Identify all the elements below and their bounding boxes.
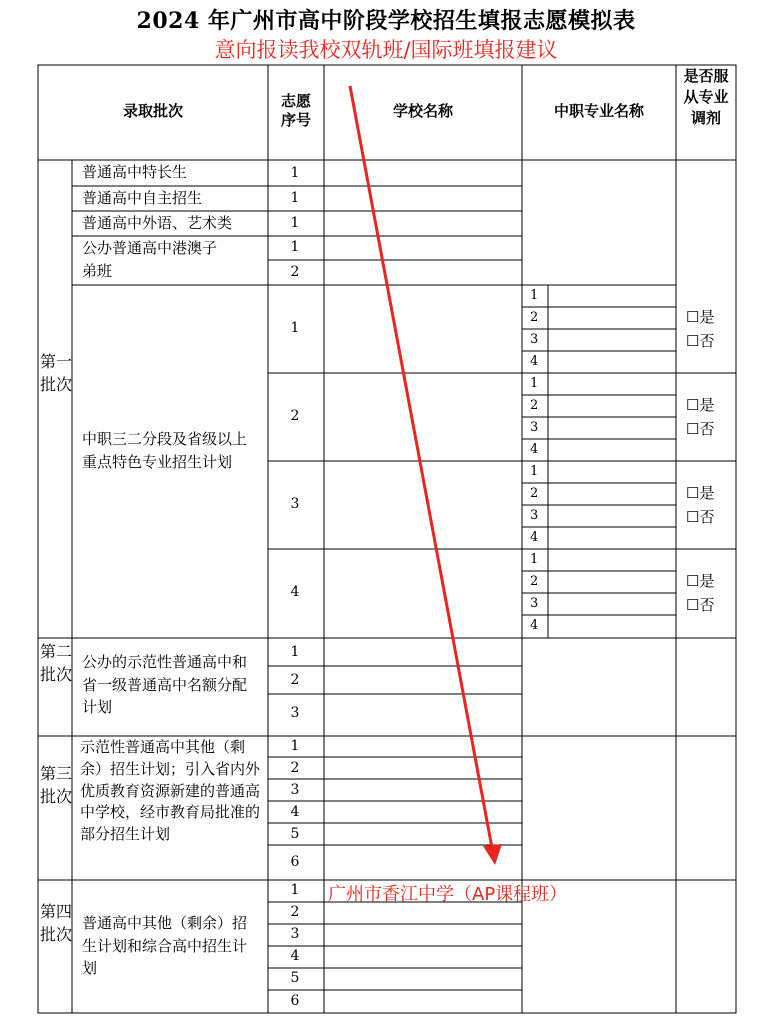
batch3-order: 4: [290, 804, 300, 820]
vocational-group-order: 1: [290, 320, 300, 336]
batch3-order: 3: [290, 782, 300, 798]
batch1-row-order: 1: [290, 215, 300, 231]
batch1-label: 第一批次: [40, 352, 73, 395]
major-sub-row: 1: [530, 552, 539, 567]
adjust-yes-checkbox[interactable]: ☐是: [686, 572, 715, 590]
major-sub-row: 4: [530, 354, 539, 369]
batch3-plan-text: 示范性普通高中其他（剩余）招生计划；引入省内外优质教育资源新建的普通高中学校，经市教育局批准的部分招生计划: [80, 738, 261, 843]
major-sub-row: 4: [530, 442, 539, 457]
batch2-order: 3: [290, 705, 300, 721]
batch4-order: 2: [290, 904, 300, 920]
batch2-order: 1: [290, 644, 300, 660]
batch4-order: 5: [290, 970, 300, 986]
page-title: 2024 年广州市高中阶段学校招生填报志愿模拟表: [136, 8, 636, 34]
major-sub-row: 3: [530, 508, 539, 523]
batch4-plan-text: 普通高中其他（剩余）招生计划和综合高中招生计划: [82, 914, 248, 977]
batch4-label: 第四批次: [40, 902, 73, 945]
page-subtitle: 意向报读我校双轨班/国际班填报建议: [214, 38, 558, 62]
batch1-row-order: 1: [290, 165, 300, 181]
major-sub-row: 3: [530, 596, 539, 611]
batch2-label: 第二批次: [40, 642, 73, 685]
adjust-yes-checkbox[interactable]: ☐是: [686, 396, 715, 414]
vocational-group-order: 4: [290, 584, 300, 600]
vocational-group-order: 2: [290, 408, 300, 424]
header-batch: 录取批次: [122, 102, 183, 120]
batch4-order: 4: [290, 948, 300, 964]
adjust-yes-checkbox[interactable]: ☐是: [686, 484, 715, 502]
adjust-no-checkbox[interactable]: ☐否: [686, 508, 715, 526]
batch1-row-label: 普通高中特长生: [82, 163, 188, 181]
major-sub-row: 3: [530, 332, 539, 347]
major-sub-row: 3: [530, 420, 539, 435]
vocational-group-order: 3: [290, 496, 300, 512]
annotation-school-name: 广州市香江中学（AP课程班）: [328, 884, 568, 905]
major-sub-row: 4: [530, 618, 539, 633]
header-order: 志愿序号: [280, 92, 311, 129]
batch1-row-order: 2: [290, 264, 300, 280]
major-sub-row: 2: [530, 398, 539, 413]
batch3-order: 1: [290, 738, 300, 754]
batch2-plan-text: 公办的示范性普通高中和省一级普通高中名额分配计划: [82, 653, 248, 716]
vocational-plan-label: 中职三二分段及省级以上重点特色专业招生计划: [82, 430, 248, 471]
batch1-row-order: 1: [290, 190, 300, 206]
annotation-arrow: [350, 86, 502, 865]
header-major: 中职专业名称: [553, 102, 644, 120]
major-sub-row: 1: [530, 376, 539, 391]
header-school: 学校名称: [392, 102, 453, 120]
major-sub-row: 2: [530, 486, 539, 501]
adjust-no-checkbox[interactable]: ☐否: [686, 596, 715, 614]
batch4-order: 3: [290, 926, 300, 942]
batch1-row-order: 1: [290, 239, 300, 255]
adjust-yes-checkbox[interactable]: ☐是: [686, 308, 715, 326]
batch2-order: 2: [290, 672, 300, 688]
batch3-label: 第三批次: [40, 764, 73, 807]
major-sub-row: 2: [530, 310, 539, 325]
major-sub-row: 1: [530, 464, 539, 479]
batch1-row-label: 普通高中自主招生: [82, 189, 203, 207]
batch3-order: 2: [290, 760, 300, 776]
header-adjust: 是否服从专业调剂: [683, 67, 729, 127]
batch3-order: 5: [290, 826, 300, 842]
adjust-no-checkbox[interactable]: ☐否: [686, 332, 715, 350]
batch4-order: 6: [290, 993, 300, 1009]
batch1-row-label: 普通高中外语、艺术类: [82, 214, 233, 232]
major-sub-row: 1: [530, 288, 539, 303]
batch3-order: 6: [290, 854, 300, 870]
adjust-no-checkbox[interactable]: ☐否: [686, 420, 715, 438]
major-sub-row: 2: [530, 574, 539, 589]
major-sub-row: 4: [530, 530, 539, 545]
batch1-row-label: 公办普通高中港澳子: [82, 239, 218, 257]
batch1-row-label: 弟班: [82, 262, 113, 280]
batch4-order: 1: [290, 882, 300, 898]
